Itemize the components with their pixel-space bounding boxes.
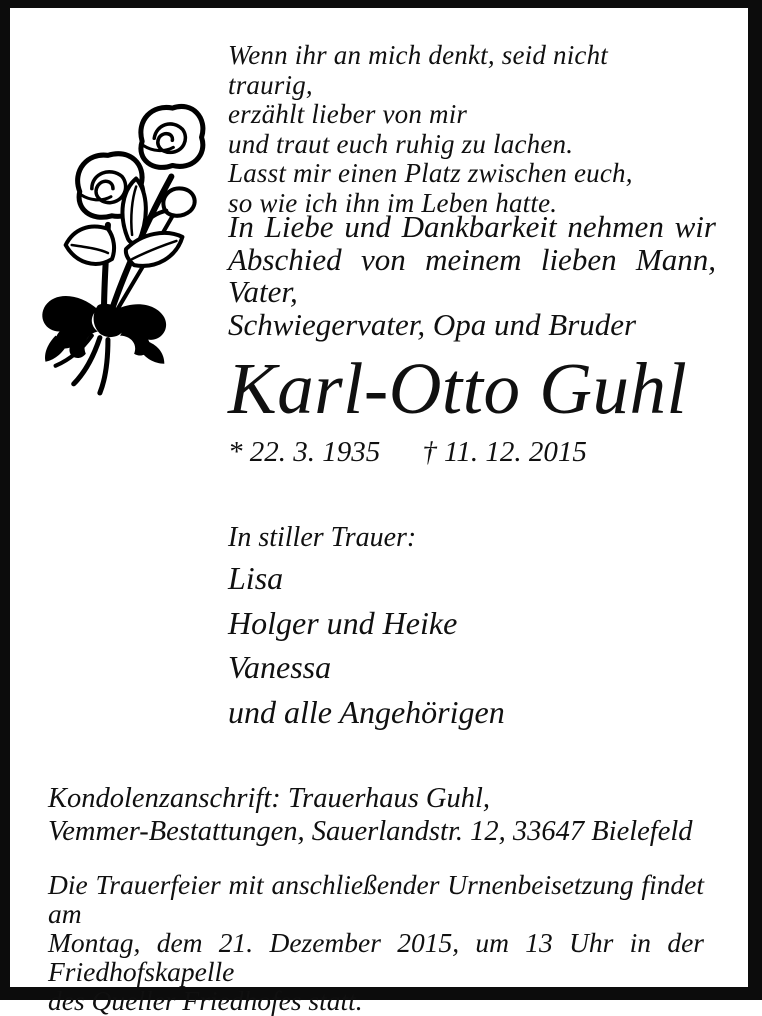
poem-line: so wie ich ihn im Leben hatte. — [228, 187, 558, 218]
deceased-name: Karl-Otto Guhl — [228, 348, 688, 429]
poem-line: Lasst mir einen Platz zwischen euch, — [228, 158, 633, 188]
mourner-name: Lisa — [228, 560, 284, 596]
mourner-name: Holger und Heike — [228, 604, 458, 641]
roses-icon — [26, 96, 210, 398]
poem-line: und traut euch ruhig zu lachen. — [228, 128, 574, 159]
poem — [228, 41, 698, 218]
intro-line: In Liebe und Dankbarkeit nehmen wir — [228, 209, 716, 244]
mourner-name: und alle Angehörigen — [228, 693, 505, 730]
intro-text — [228, 211, 716, 341]
condolence-address — [48, 782, 738, 848]
funeral-line: Die Trauerfeier mit anschließender Urnenbeisetzung findet am — [48, 869, 704, 929]
roses-illustration — [26, 96, 210, 398]
mourners-list — [228, 556, 648, 734]
funeral-line: Montag, dem 21. Dezember 2015, um 13 Uhr in der Friedhofskapelle — [48, 927, 704, 987]
mourner-name: Vanessa — [228, 649, 332, 685]
intro-line: Schwiegervater, Opa und Bruder — [228, 306, 637, 342]
condolence-line: Vemmer-Bestattungen, Sauerlandstr. 12, 33647 Bielefeld — [48, 816, 693, 847]
life-dates — [228, 436, 587, 468]
condolence-line: Kondolenzanschrift: Trauerhaus Guhl, — [48, 783, 491, 814]
funeral-info — [48, 870, 704, 1015]
mourning-heading: In stiller Trauer: — [228, 522, 417, 553]
death-date: † 11. 12. 2015 — [422, 436, 587, 468]
poem-line: erzählt lieber von mir — [228, 99, 468, 129]
poem-line: Wenn ihr an mich denkt, seid nicht traurig, — [228, 40, 608, 100]
birth-date: * 22. 3. 1935 — [228, 436, 381, 468]
funeral-line: des Queller Friedhofes statt. — [48, 985, 363, 1016]
intro-line: Abschied von meinem lieben Mann, Vater, — [228, 241, 716, 309]
